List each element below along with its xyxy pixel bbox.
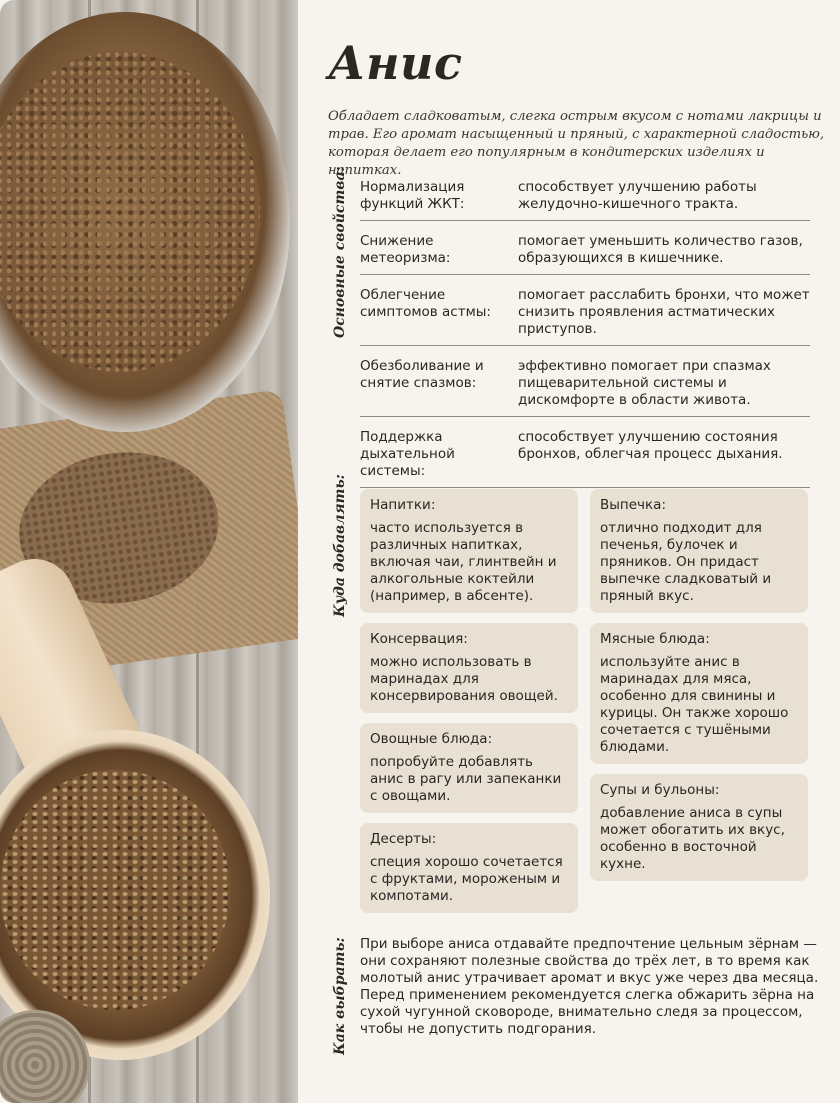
property-description: способствует улучшению состояния бронхов, облегчая процесс дыхания. <box>518 429 783 462</box>
choose-section-label: Как выбрать: <box>332 937 348 1055</box>
property-row <box>360 275 810 346</box>
usage-card-body: можно использовать в маринадах для консервирования овощей. <box>370 654 558 704</box>
page-title: Анис <box>328 36 463 90</box>
usage-card-title: Напитки: <box>370 497 436 513</box>
property-row <box>360 417 810 488</box>
property-description: помогает уменьшить количество газов, образующихся в кишечнике. <box>518 233 803 266</box>
bowl-seeds <box>0 52 260 372</box>
choose-text: При выборе аниса отдавайте предпочтение цельным зёрнам — они сохраняют полезные свойства до трёх лет, в то время как молотый анис утрачивает аромат и вкус уже через два месяца. Перед применением рекомендуется слегка обжарить зёрна на сухой чугунной сковороде, внимательно следя за процессом, чтобы не допустить подгорания. <box>360 936 819 1037</box>
usage-cards-left <box>360 489 578 923</box>
property-name: Поддержка дыхательной системы: <box>360 429 455 479</box>
property-name: Нормализация функций ЖКТ: <box>360 179 465 212</box>
usage-card <box>360 823 578 913</box>
usage-section-label: Куда добавлять: <box>332 474 348 617</box>
property-description: эффективно помогает при спазмах пищеварительной системы и дискомфорте в области живота. <box>518 358 771 408</box>
properties-table <box>360 175 810 488</box>
property-name: Снижение метеоризма: <box>360 233 451 266</box>
usage-card-body: отлично подходит для печенья, булочек и пряников. Он придаст выпечке сладковатый и пряный вкус. <box>600 520 772 604</box>
usage-card-title: Овощные блюда: <box>370 731 493 747</box>
spoon-seeds <box>0 770 230 1010</box>
usage-card <box>360 723 578 813</box>
usage-cards-right <box>590 489 808 891</box>
usage-card-title: Выпечка: <box>600 497 667 513</box>
usage-card-title: Консервация: <box>370 631 468 647</box>
properties-section-label: Основные свойства: <box>332 166 348 338</box>
usage-card-body: используйте анис в маринадах для мяса, особенно для свинины и курицы. Он также хорошо сочетается с тушёными блюдами. <box>600 654 789 755</box>
usage-card-body: попробуйте добавлять анис в рагу или запеканки с овощами. <box>370 754 562 804</box>
property-name: Обезболивание и снятие спазмов: <box>360 358 484 391</box>
usage-card <box>590 489 808 613</box>
content-panel <box>298 0 840 1103</box>
usage-card-body: часто используется в различных напитках, включая чаи, глинтвейн и алкогольные коктейли (например, в абсенте). <box>370 520 557 604</box>
property-name: Облегчение симптомов астмы: <box>360 287 491 320</box>
property-description: помогает расслабить бронхи, что может снизить проявления астматических приступов. <box>518 287 810 337</box>
usage-card-body: добавление аниса в супы может обогатить их вкус, особенно в восточной кухне. <box>600 805 785 872</box>
usage-card <box>360 489 578 613</box>
property-row <box>360 175 810 221</box>
usage-card-title: Супы и бульоны: <box>600 782 720 798</box>
property-row <box>360 221 810 275</box>
usage-card <box>360 623 578 713</box>
intro-text: Обладает сладковатым, слегка острым вкусом с нотами лакрицы и трав. Его аромат насыщенный и пряный, с характерной сладостью, которая делает его популярным в кондитерских изделиях и напитках. <box>328 109 825 178</box>
property-description: способствует улучшению работы желудочно-кишечного тракта. <box>518 179 757 212</box>
usage-card-body: специя хорошо сочетается с фруктами, мороженым и компотами. <box>370 854 563 904</box>
usage-card <box>590 623 808 764</box>
usage-card-title: Мясные блюда: <box>600 631 710 647</box>
property-row <box>360 346 810 417</box>
usage-card <box>590 774 808 881</box>
usage-card-title: Десерты: <box>370 831 437 847</box>
anise-photo <box>0 0 298 1103</box>
glass-bowl-with-seeds <box>0 12 290 432</box>
